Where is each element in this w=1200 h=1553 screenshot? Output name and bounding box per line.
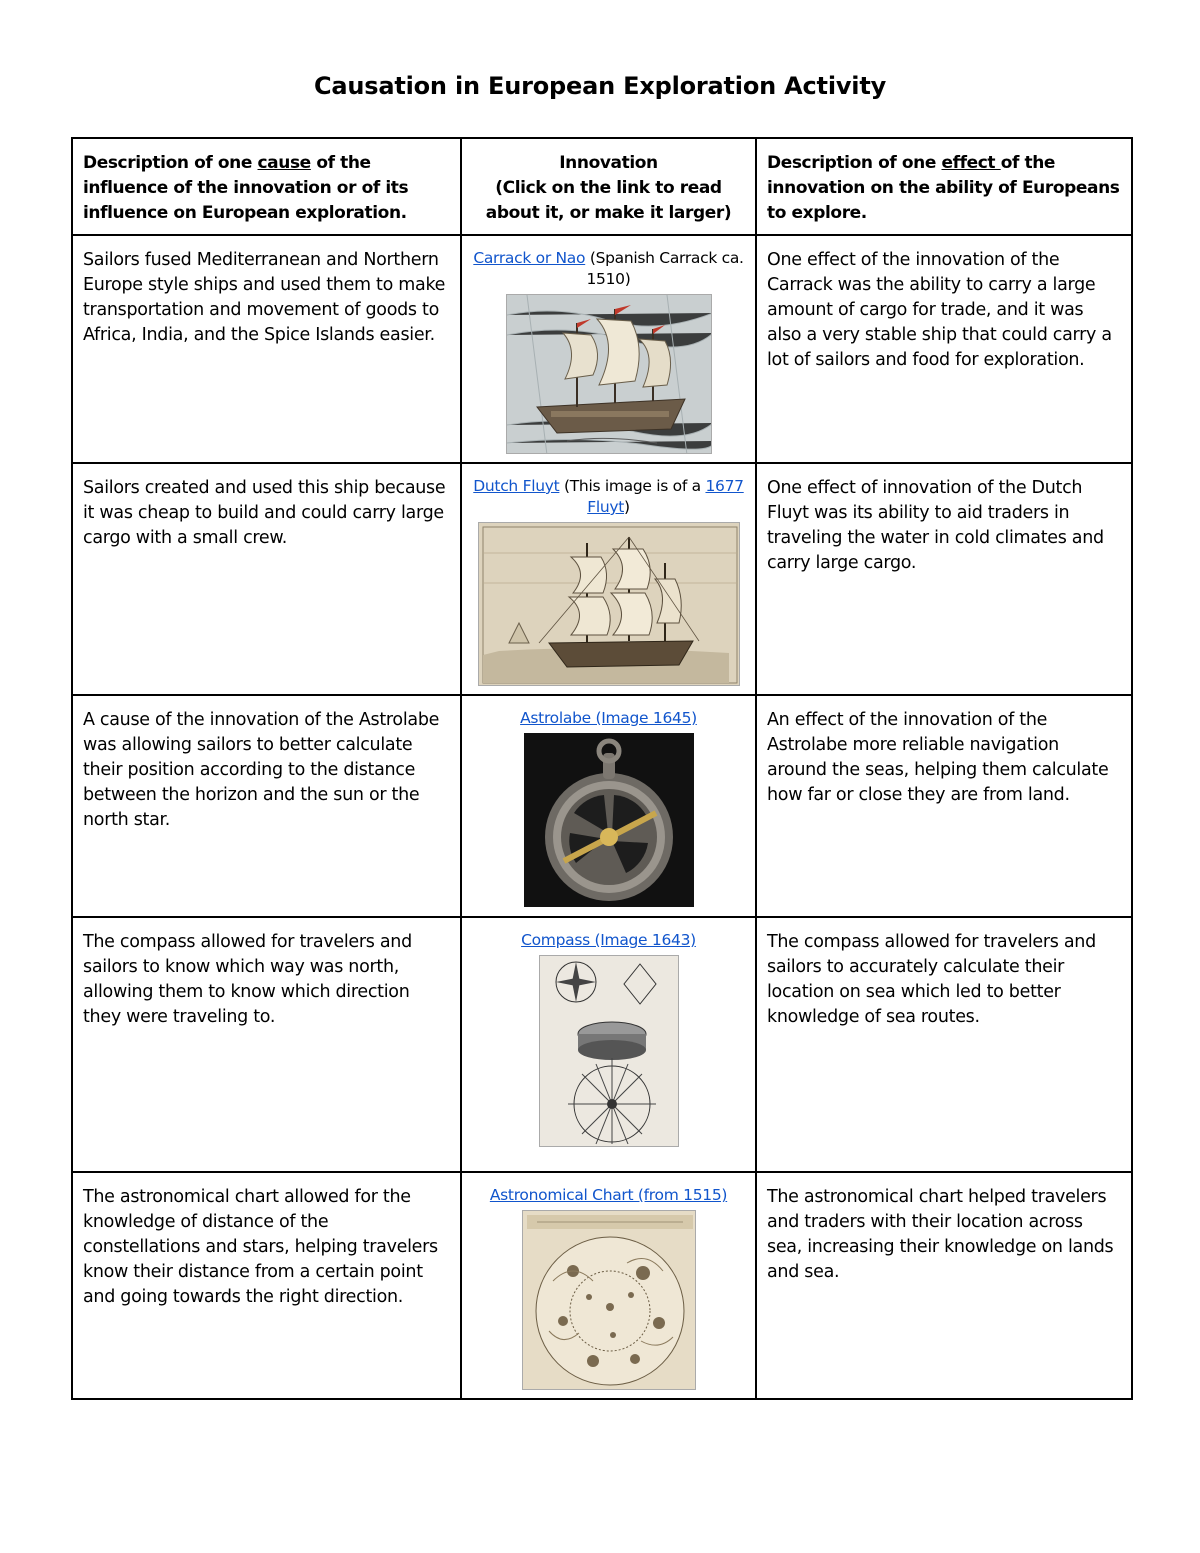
dutch-fluyt-engraving[interactable] <box>478 522 740 686</box>
header-effect-post: of the innovation on the ability of Europeans to explore. <box>767 153 1120 223</box>
innovation-caption <box>472 1185 745 1206</box>
header-effect <box>756 138 1132 235</box>
table-row <box>72 1172 1132 1399</box>
header-cause-key: cause <box>257 153 311 173</box>
effect-cell: One effect of the innovation of the Carrack was the ability to carry a large amount of cargo for trade, and it was also a very stable ship that could carry a lot of sailors and food for exploration. <box>756 235 1132 463</box>
compass-engraving[interactable] <box>539 955 679 1147</box>
caption-text-end: ) <box>624 498 630 516</box>
fluyt-1677-link[interactable]: 1677 Fluyt <box>587 477 744 516</box>
causation-table <box>71 137 1133 1400</box>
header-row <box>72 138 1132 235</box>
page-title: Causation in European Exploration Activity <box>313 72 887 100</box>
effect-cell: The astronomical chart helped travelers and traders with their location across sea, increasing their knowledge on lands and sea. <box>756 1172 1132 1399</box>
table-row <box>72 463 1132 695</box>
cause-cell: Sailors fused Mediterranean and Northern Europe style ships and used them to make transportation and movement of goods to Africa, India, and the Spice Islands easier. <box>72 235 461 463</box>
astrolabe-photo[interactable] <box>524 733 694 907</box>
header-innovation-note: (Click on the link to read about it, or make it larger) <box>485 178 732 223</box>
cause-cell: Sailors created and used this ship because it was cheap to build and could carry large cargo with a small crew. <box>72 463 461 695</box>
cause-cell: The astronomical chart allowed for the knowledge of distance of the constellations and stars, helping travelers know their distance from a certain point and going towards the right direction. <box>72 1172 461 1399</box>
innovation-cell <box>461 235 756 463</box>
header-effect-key: effect <box>941 153 1001 173</box>
innovation-cell <box>461 463 756 695</box>
innovation-caption <box>472 930 745 951</box>
innovation-caption <box>472 708 745 729</box>
carrack-link[interactable]: Carrack or Nao <box>473 249 586 267</box>
table-row <box>72 917 1132 1172</box>
cause-cell: The compass allowed for travelers and sailors to know which way was north, allowing them to know which direction they were traveling to. <box>72 917 461 1172</box>
cause-cell: A cause of the innovation of the Astrolabe was allowing sailors to better calculate their position according to the distance between the horizon and the sun or the north star. <box>72 695 461 917</box>
header-innovation <box>461 138 756 235</box>
innovation-cell <box>461 917 756 1172</box>
innovation-caption <box>472 248 745 290</box>
caption-text: (This image is of a <box>559 477 706 495</box>
table-row <box>72 235 1132 463</box>
astrolabe-link[interactable]: Astrolabe (Image 1645) <box>520 709 697 727</box>
innovation-caption <box>472 476 745 518</box>
innovation-cell <box>461 1172 756 1399</box>
table-row <box>72 695 1132 917</box>
astronomical-chart-link[interactable]: Astronomical Chart (from 1515) <box>489 1186 728 1204</box>
header-effect-pre: Description of one <box>767 153 942 173</box>
carrack-ship-illustration[interactable] <box>506 294 712 454</box>
effect-cell: One effect of innovation of the Dutch Fluyt was its ability to aid traders in traveling the water in cold climates and carry large cargo. <box>756 463 1132 695</box>
dutch-fluyt-link[interactable]: Dutch Fluyt <box>473 477 560 495</box>
header-cause-pre: Description of one <box>83 153 258 173</box>
star-chart-woodcut[interactable] <box>522 1210 696 1390</box>
innovation-cell <box>461 695 756 917</box>
effect-cell: An effect of the innovation of the Astrolabe more reliable navigation around the seas, helping them calculate how far or close they are from land. <box>756 695 1132 917</box>
compass-link[interactable]: Compass (Image 1643) <box>521 931 696 949</box>
header-cause <box>72 138 461 235</box>
header-innovation-title: Innovation <box>559 153 658 173</box>
effect-cell: The compass allowed for travelers and sailors to accurately calculate their location on sea which led to better knowledge of sea routes. <box>756 917 1132 1172</box>
caption-text: (Spanish Carrack ca. 1510) <box>585 249 744 288</box>
header-cause-post: of the influence of the innovation or of its influence on European exploration. <box>83 153 409 223</box>
